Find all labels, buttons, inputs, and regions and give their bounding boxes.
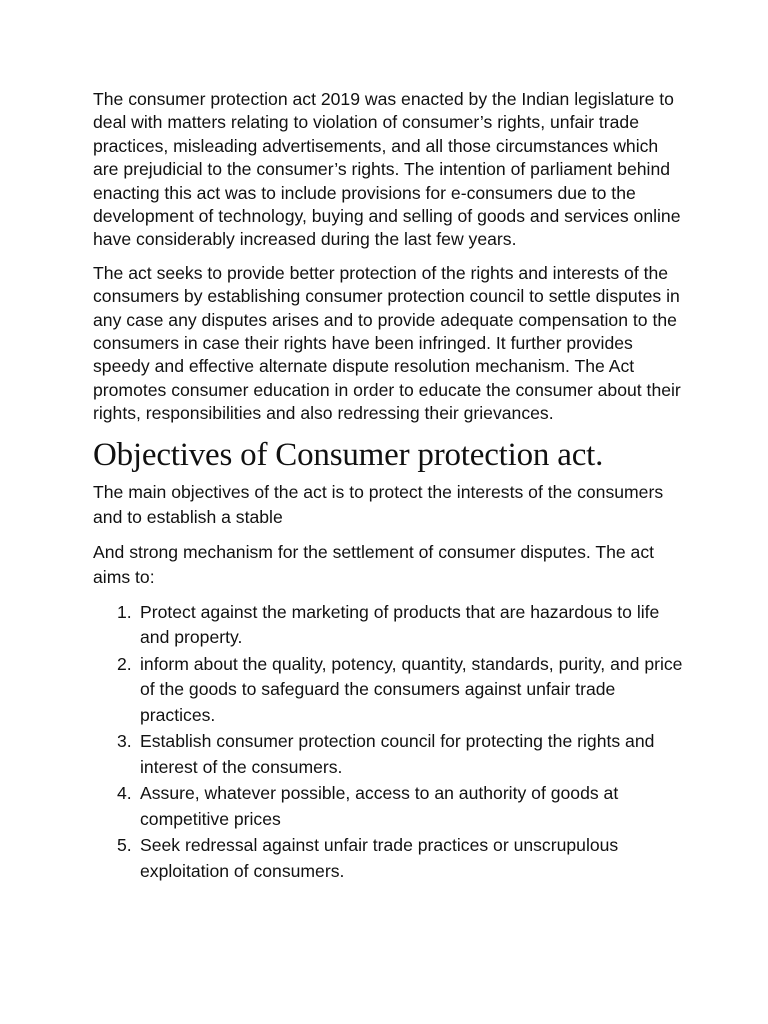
list-item xyxy=(93,600,688,651)
act-purpose-paragraph: The act seeks to provide better protection of the rights and interests of the consumers by establishing consumer protection council to settle disputes in any case any disputes arises and to provide adequate compensation to the consumers in case their rights have been infringed. It further provides speedy and effective alternate dispute resolution mechanism. The Act promotes consumer education in order to educate the consumer about their rights, responsibilities and also redressing their grievances. xyxy=(93,262,681,424)
list-item-text: Seek redressal against unfair trade practices or unscrupulous exploitation of consumers. xyxy=(140,835,619,881)
list-item-text: Establish consumer protection council for protecting the rights and interest of the consumers. xyxy=(140,731,655,777)
intro-paragraph: The consumer protection act 2019 was enacted by the Indian legislature to deal with matters relating to violation of consumer’s rights, unfair trade practices, misleading advertisements, and all those circumstances which are prejudicial to the consumer’s rights. The intention of parliament behind enacting this act was to include provisions for e-consumers due to the development of technology, buying and selling of goods and services online have considerably increased during the last few years. xyxy=(93,89,681,250)
list-item-number: 1. xyxy=(117,601,132,622)
list-item xyxy=(93,781,688,832)
objectives-intro-paragraph: The main objectives of the act is to protect the interests of the consumers and to establish a stable xyxy=(93,481,664,527)
list-item-text: Protect against the marketing of products that are hazardous to life and property. xyxy=(140,601,660,648)
list-item-text: Assure, whatever possible, access to an authority of goods at competitive prices xyxy=(140,783,619,829)
list-item-text: inform about the quality, potency, quantity, standards, purity, and price of the goods to safeguard the consumers against unfair trade practices. xyxy=(140,653,683,725)
objectives-heading: Objectives of Consumer protection act. xyxy=(93,436,604,473)
document-body xyxy=(93,88,688,885)
objectives-list xyxy=(93,600,688,885)
list-item xyxy=(93,652,688,729)
list-item-number: 3. xyxy=(117,731,132,752)
list-item-number: 2. xyxy=(117,653,132,674)
objectives-aims-paragraph: And strong mechanism for the settlement of consumer disputes. The act aims to: xyxy=(93,541,654,587)
list-item-number: 5. xyxy=(117,835,132,856)
list-item xyxy=(93,729,688,780)
list-item-number: 4. xyxy=(117,783,132,804)
list-item xyxy=(93,833,688,884)
